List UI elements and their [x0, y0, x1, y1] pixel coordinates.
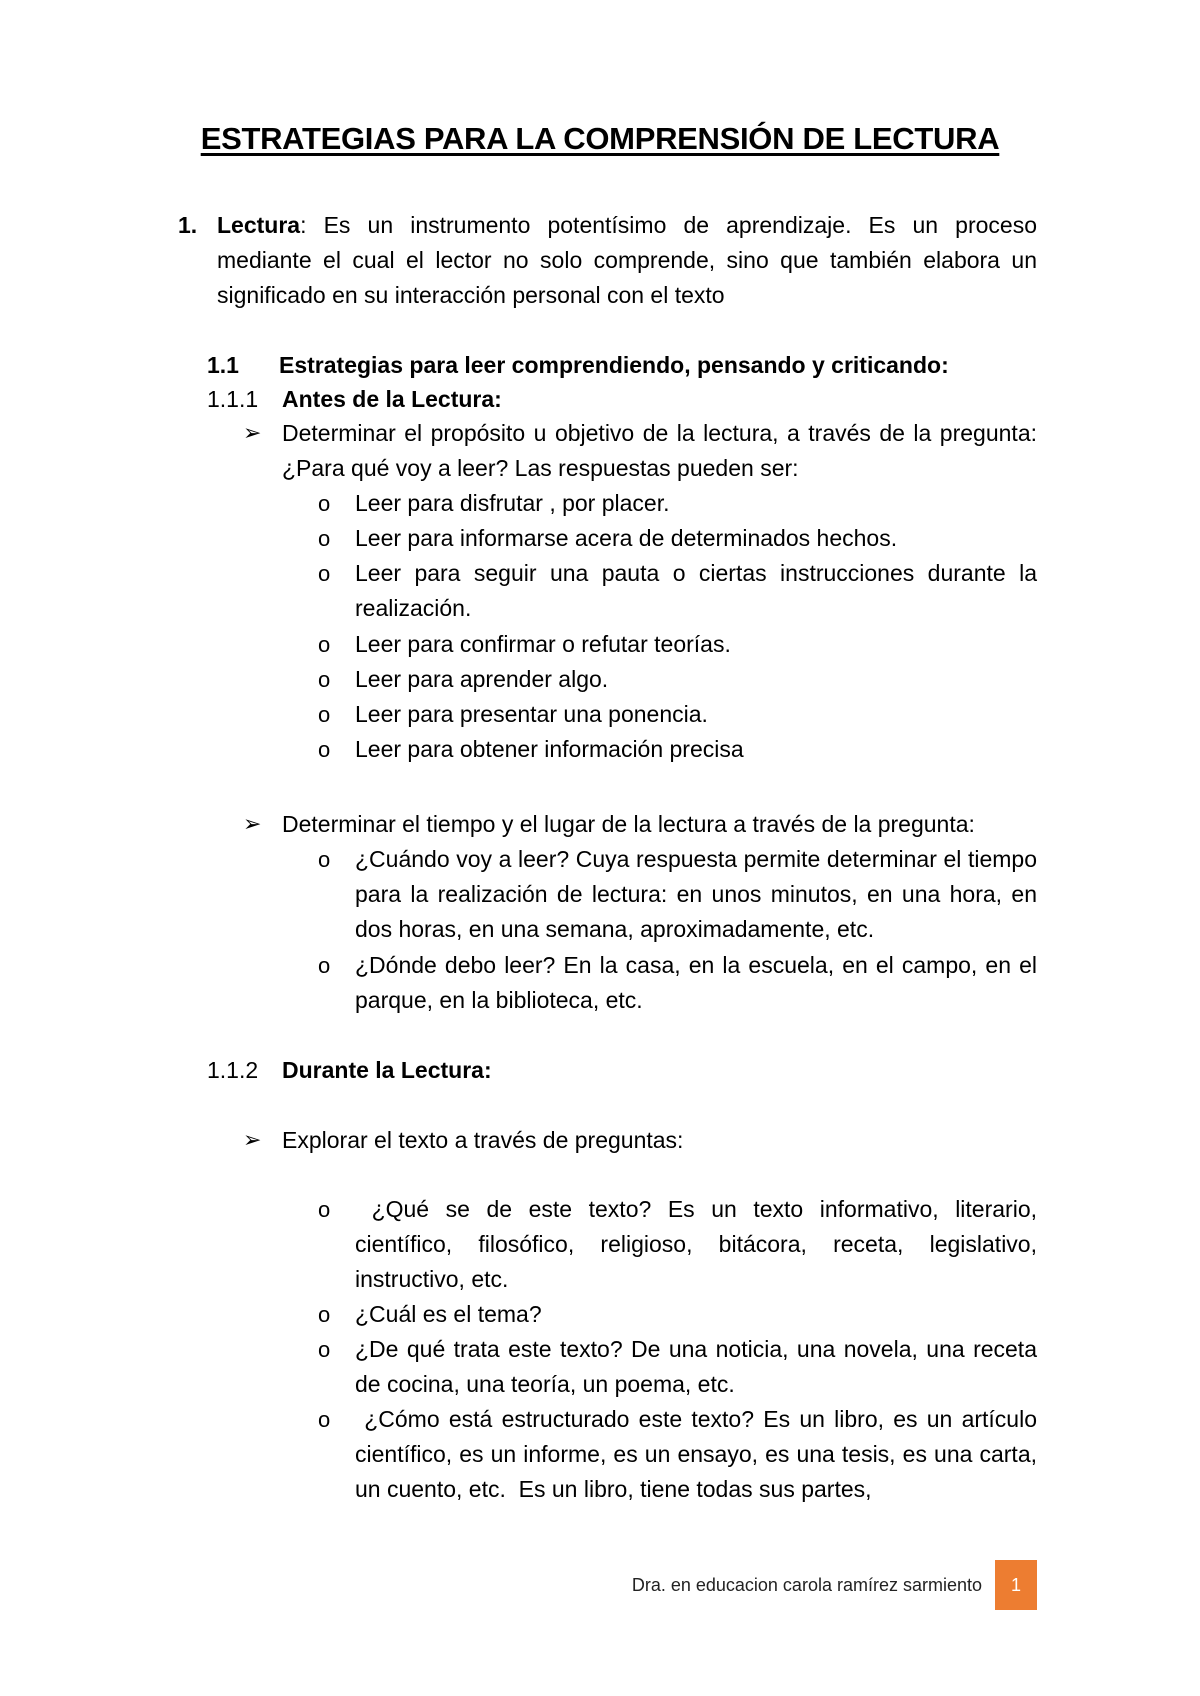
- section-1-1-1-number: 1.1.1: [207, 386, 259, 412]
- footer-author: Dra. en educacion carola ramírez sarmiento: [631, 1575, 982, 1595]
- list-item: ¿De qué trata este texto? De una noticia, una novela, una receta de cocina, una teoría, un poema, etc.: [355, 1336, 1037, 1397]
- page-number-badge: 1: [995, 1560, 1037, 1610]
- arrow-bullet-icon: ➢: [243, 421, 262, 446]
- list-item: ¿Dónde debo leer? En la casa, en la escuela, en el campo, en el parque, en la biblioteca, etc.: [355, 952, 1037, 1013]
- circle-bullet-icon: o: [318, 1337, 331, 1362]
- arrow-bullet-icon: ➢: [243, 1128, 262, 1153]
- list-item: Leer para aprender algo.: [355, 666, 609, 692]
- circle-bullet-icon: o: [318, 1302, 331, 1327]
- list-item: ¿Cuál es el tema?: [355, 1301, 542, 1327]
- list-item: Leer para obtener información precisa: [355, 736, 744, 762]
- section-1-1-1-title: Antes de la Lectura:: [282, 386, 502, 412]
- circle-bullet-icon: o: [318, 847, 331, 872]
- list-item: Leer para presentar una ponencia.: [355, 701, 708, 727]
- circle-bullet-icon: o: [318, 702, 331, 727]
- list-item: ¿Cuándo voy a leer? Cuya respuesta permite determinar el tiempo para la realización de lectura: en unos minutos, en una hora, en dos horas, en una semana, aproximadamente, etc.: [355, 846, 1037, 942]
- list-item: Leer para informarse acera de determinados hechos.: [355, 525, 898, 551]
- document-title: ESTRATEGIAS PARA LA COMPRENSIÓN DE LECTURA: [200, 121, 1000, 156]
- before-arrow-2-text: Determinar el tiempo y el lugar de la lectura a través de la pregunta:: [282, 811, 975, 837]
- during-arrow-1-text: Explorar el texto a través de preguntas:: [282, 1127, 684, 1153]
- list-item: Leer para confirmar o refutar teorías.: [355, 631, 731, 657]
- section-1-paragraph: [217, 208, 1037, 313]
- circle-bullet-icon: o: [318, 491, 331, 516]
- circle-bullet-icon: o: [318, 953, 331, 978]
- circle-bullet-icon: o: [318, 632, 331, 657]
- section-1-1-title: Estrategias para leer comprendiendo, pensando y criticando:: [279, 352, 949, 378]
- circle-bullet-icon: o: [318, 561, 331, 586]
- arrow-bullet-icon: ➢: [243, 812, 262, 837]
- section-1-1-number: 1.1: [207, 352, 239, 378]
- before-arrow-1-text: Determinar el propósito u objetivo de la lectura, a través de la pregunta: ¿Para qué voy a leer? Las respuestas pueden ser:: [282, 420, 1037, 481]
- circle-bullet-icon: o: [318, 1407, 331, 1432]
- section-1-text: : Es un instrumento potentísimo de aprendizaje. Es un proceso mediante el cual el lector no solo comprende, sino que también elabora un significado en su interacción personal con el texto: [217, 212, 1037, 308]
- list-item: ¿Cómo está estructurado este texto? Es un libro, es un artículo científico, es un informe, es un ensayo, es una tesis, es una carta, un cuento, etc. Es un libro, tiene todas sus partes,: [355, 1406, 1044, 1502]
- section-1-1-2-title: Durante la Lectura:: [282, 1057, 492, 1083]
- circle-bullet-icon: o: [318, 526, 331, 551]
- circle-bullet-icon: o: [318, 667, 331, 692]
- list-item: ¿Qué se de este texto? Es un texto informativo, literario, científico, filosófico, religioso, bitácora, receta, legislativo, instructivo, etc.: [355, 1196, 1044, 1292]
- circle-bullet-icon: o: [318, 737, 331, 762]
- section-1-term: Lectura: [217, 212, 301, 238]
- list-item: Leer para seguir una pauta o ciertas instrucciones durante la realización.: [355, 560, 1037, 621]
- section-1-number: 1.: [178, 212, 198, 238]
- list-item: Leer para disfrutar , por placer.: [355, 490, 670, 516]
- circle-bullet-icon: o: [318, 1197, 331, 1222]
- section-1-1-2-number: 1.1.2: [207, 1057, 259, 1083]
